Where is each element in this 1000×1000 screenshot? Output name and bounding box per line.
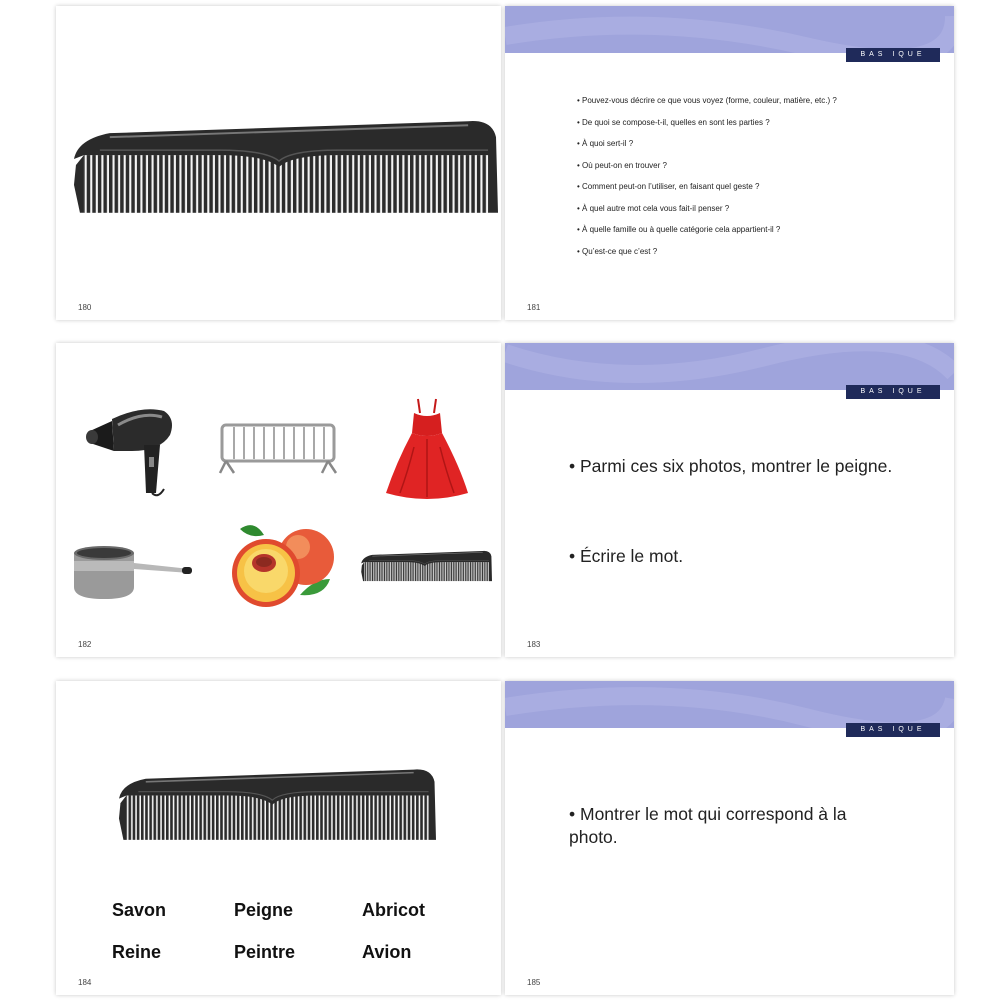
header-band bbox=[505, 6, 954, 53]
page-number: 185 bbox=[527, 978, 541, 987]
question-item: • Comment peut-on l’utiliser, en faisant quel geste ? bbox=[577, 182, 760, 191]
hairdryer-image bbox=[82, 401, 182, 501]
comb-image bbox=[360, 549, 492, 585]
page-number: 182 bbox=[78, 640, 92, 649]
page-181 bbox=[505, 6, 954, 320]
comb-image bbox=[70, 114, 498, 226]
page-number: 181 bbox=[527, 303, 541, 312]
saucepan-image bbox=[70, 541, 196, 603]
red-dress-image bbox=[384, 397, 470, 501]
question-item: • Pouvez-vous décrire ce que vous voyez (forme, couleur, matière, etc.) ? bbox=[577, 96, 837, 105]
word-option: Peintre bbox=[234, 942, 296, 962]
word-option: Reine bbox=[112, 942, 162, 962]
question-item: • À quoi sert-il ? bbox=[577, 139, 634, 148]
level-tag: BAS IQUE bbox=[846, 48, 940, 62]
page-number: 183 bbox=[527, 640, 541, 649]
question-list bbox=[577, 96, 837, 268]
question-item: • À quelle famille ou à quelle catégorie cela appartient-il ? bbox=[577, 225, 781, 234]
level-tag: BAS IQUE bbox=[846, 723, 940, 737]
peach-image bbox=[220, 517, 338, 613]
instruction-text: • Écrire le mot. bbox=[569, 546, 684, 566]
word-option: Savon bbox=[112, 900, 167, 920]
instruction-text: • Montrer le mot qui correspond à la photo. bbox=[569, 804, 847, 847]
instruction-text: • Parmi ces six photos, montrer le peigne. bbox=[569, 456, 893, 476]
page-number: 180 bbox=[78, 303, 92, 312]
word-option: Abricot bbox=[362, 900, 425, 920]
barrier-image bbox=[216, 421, 340, 477]
page-185 bbox=[505, 681, 954, 995]
word-option: Avion bbox=[362, 942, 412, 962]
word-option: Peigne bbox=[234, 900, 294, 920]
question-item: • Qu’est-ce que c’est ? bbox=[577, 246, 658, 256]
question-item: • Où peut-on en trouver ? bbox=[577, 160, 667, 170]
comb-image bbox=[116, 765, 436, 849]
header-band bbox=[505, 681, 954, 728]
level-tag: BAS IQUE bbox=[846, 385, 940, 399]
question-item: • De quoi se compose-t-il, quelles en sont les parties ? bbox=[577, 117, 770, 127]
header-band bbox=[505, 343, 954, 390]
page-182 bbox=[56, 343, 501, 657]
page-number: 184 bbox=[78, 978, 92, 987]
question-item: • À quel autre mot cela vous fait-il penser ? bbox=[577, 203, 730, 213]
page-183 bbox=[505, 343, 954, 657]
page-180 bbox=[56, 6, 501, 320]
page-184 bbox=[56, 681, 501, 995]
